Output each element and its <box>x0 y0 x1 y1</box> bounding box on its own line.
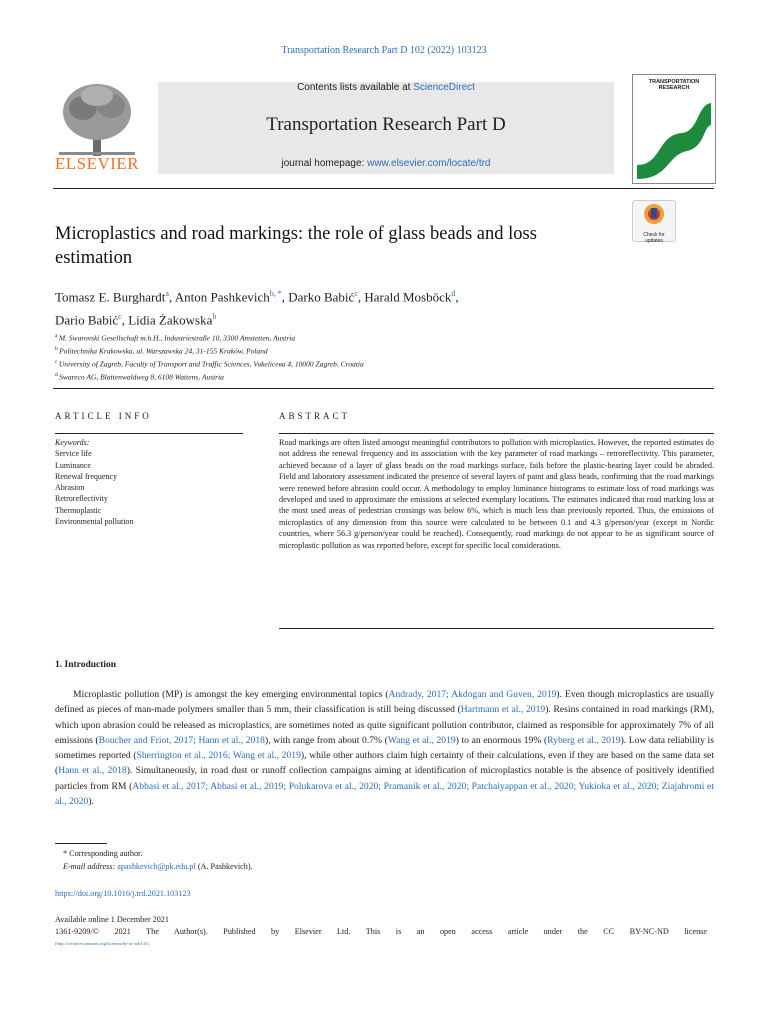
introduction-body <box>55 687 714 809</box>
article-title: Microplastics and road markings: the role of glass beads and loss estimation <box>55 224 537 268</box>
author-affiliation-marker[interactable]: a <box>165 289 169 298</box>
author-name[interactable]: Anton Pashkevich <box>174 289 270 305</box>
affiliation-text: M. Swarovski Gesellschaft m.b.H., Industriestraße 10, 3300 Amstetten, Austria <box>58 333 296 343</box>
abstract-text: Road markings are often listed amongst meaningful contributors to pollution with microplastics. However, the reported estimates do not address the renewal frequency and its association with the key parameter of road markings – retroreflectivity. This parameter, achieved because of a layer of glass beads on the road markings surface, fails before the plastic-bearing layer could be abraded. Field and laboratory assessment indicated the presence of several layers of paint and glass beads, confirming that the road markings were renewed before abrasion could occur. A methodology to employ luminance histograms to estimate loss of road markings was developed and used to approximate the emissions at selected exemplary locations. The estimates indicated that road marking loss at the most used areas of pedestrian crossings was below 6%, which is much less than previously reported. Thus, the emissions of microplastics of any dimension from this source were calculated to be between 0.1 and 4.3 g/person/year (except in Nordic countries, where 56.3 g/person/year could be reached). Consequently, road markings do not appear to be as significant source of microplastic pollution as was reported before, except for specific local considerations. <box>279 438 714 550</box>
contents-prefix: Contents lists available at <box>297 82 414 93</box>
affiliation-key: b <box>55 346 60 352</box>
affiliation-text: University of Zagreb, Faculty of Transport and Traffic Sciences, Vukelicева 4, 10000 Zagreb, Croatia <box>58 359 364 369</box>
citation-link[interactable]: Hann et al., 2018 <box>58 765 127 777</box>
intro-text-run: Microplastic pollution (MP) is amongst the key emerging environmental topics ( <box>73 689 389 700</box>
affiliation-key: a <box>55 333 59 339</box>
author-name[interactable]: Dario Babić <box>55 312 119 328</box>
keyword: Luminance <box>55 460 91 470</box>
affiliation-key: d <box>55 372 60 378</box>
elsevier-logo <box>53 78 141 176</box>
citation-link[interactable]: Hartmann et al., 2019 <box>460 704 546 716</box>
affiliation-key: c <box>55 359 59 365</box>
header-rule <box>53 188 714 189</box>
introduction-paragraph <box>55 687 714 809</box>
intro-text-run: ), with range from about 0.7% ( <box>264 734 388 746</box>
footnote-rule <box>55 843 107 844</box>
citation-link[interactable]: Andrady, 2017; Akdogan and Guven, 2019 <box>388 689 557 700</box>
journal-cover[interactable] <box>632 74 716 184</box>
keywords-block <box>55 437 243 527</box>
keyword: Abrasion <box>55 483 85 493</box>
affiliation-text: Swareco AG, Blattenwaldweg 8, 6108 Wattens, Austria <box>59 372 224 382</box>
check-updates-icon <box>633 201 675 227</box>
email-link[interactable]: apashkevich@pk.edu.pl <box>117 861 196 871</box>
affiliation-line <box>55 357 655 370</box>
keyword: Environmental pollution <box>55 517 134 527</box>
introduction-heading: 1. Introduction <box>55 660 117 670</box>
keyword-list <box>55 448 243 527</box>
intro-text-run: ). Resins contained in road markings (RM), which upon abrasion could be released as microplastics, are sometimes noted as quite significant pollution contributor, claimed as responsible for approximately 7% of all emissions ( <box>55 704 715 746</box>
intro-text-run: ). Simultaneously, in road dust or runoff collection campaigns aiming at identification of microplastics notable is the absence of positively identified particles from RM ( <box>55 765 714 792</box>
affiliation-line <box>55 344 655 357</box>
sciencedirect-link[interactable]: ScienceDirect <box>413 82 475 93</box>
check-for-updates-button[interactable] <box>632 200 676 242</box>
check-updates-label: Check for updates <box>643 232 665 244</box>
footnote <box>55 848 555 873</box>
author-name[interactable]: Harald Mosböck <box>364 289 452 305</box>
article-info-heading: ARTICLE INFO <box>55 411 152 421</box>
intro-text-run: ). Even though microplastics are usually defined as pieces of man-made polymers smaller than 5 mm, their classification is still being discussed ( <box>55 689 714 716</box>
license-link[interactable]: (http://creativecommons.org/licenses/by-nc-nd/4.0/). <box>55 941 150 946</box>
abstract-rule <box>279 433 714 434</box>
homepage-line <box>158 158 614 169</box>
citation-link[interactable]: Wang et al., 2019 <box>387 734 456 746</box>
abstract-end-rule <box>279 628 714 629</box>
intro-text-run: ). <box>88 796 94 808</box>
contents-line <box>158 82 614 93</box>
article-info-rule <box>55 433 243 434</box>
affiliations <box>55 331 655 383</box>
affiliation-line <box>55 331 655 344</box>
citation-link[interactable]: Ryberg et al., 2019 <box>547 734 621 746</box>
author-affiliation-marker[interactable]: b <box>212 312 217 322</box>
road-icon <box>637 95 711 179</box>
citation-link[interactable]: Sherrington et al., 2016; Wang et al., 2019 <box>136 750 301 762</box>
copyright-line: 1361-9209/© 2021 The Author(s). Published by Elsevier Ltd. This is an open access article under the CC BY-NC-ND license <box>55 927 707 936</box>
elsevier-wordmark: ELSEVIER <box>54 154 140 173</box>
author-name[interactable]: Lidia Żakowska <box>128 312 213 328</box>
keywords-label: Keywords: <box>55 438 90 447</box>
author-name[interactable]: Darko Babić <box>288 289 355 305</box>
intro-text-run: ). Low data reliability is sometimes reported ( <box>55 734 714 762</box>
citation-link[interactable]: Boucher and Friot, 2017; Hann et al., 2018 <box>98 734 265 746</box>
keyword: Renewal frequency <box>55 471 117 481</box>
journal-reference[interactable]: Transportation Research Part D 102 (2022) 103123 <box>281 45 487 56</box>
journal-title: Transportation Research Part D <box>266 114 506 135</box>
cover-title: TRANSPORTATION RESEARCH <box>648 79 700 91</box>
homepage-prefix: journal homepage: <box>281 158 368 169</box>
keyword: Thermoplastic <box>55 505 102 515</box>
author-name[interactable]: Tomasz E. Burghardt <box>55 289 166 305</box>
affiliation-line <box>55 370 655 383</box>
author-affiliation-marker[interactable]: d <box>451 289 456 298</box>
doi-link[interactable]: https://doi.org/10.1016/j.trd.2021.103123 <box>55 889 191 898</box>
author-list: Tomasz E. Burghardt$^a$, Anton Pashkevich$^{b, *}$, Darko Babić$^c$, Harald Mosböck$^d$, Dario Babić$^c$, Lidia Żakowska$^b$ <box>55 289 459 328</box>
citation-link[interactable]: Abbasi et al., 2017; Abbasi et al., 2019; Polukarova et al., 2020; Pramanik et al., 2020; Patchaiyappan et al., 2020; Yukioka et al., 2020; Ziajahromi et al., 2020 <box>55 780 714 808</box>
email-suffix: (A. Pashkevich). <box>195 861 253 871</box>
section-rule <box>53 388 714 389</box>
affiliation-text: Politechnika Krakowska, ul. Warszawska 24, 31-155 Kraków, Poland <box>59 346 268 356</box>
intro-text-run: ), while other authors claim high certainty of their calculations, even if they are based on the same data set ( <box>55 750 714 777</box>
author-affiliation-marker[interactable]: c <box>354 289 358 298</box>
email-label: E-mail address: <box>63 861 118 871</box>
homepage-link[interactable]: www.elsevier.com/locate/trd <box>367 158 491 169</box>
author-affiliation-marker[interactable]: b, * <box>269 289 282 298</box>
author-affiliation-marker[interactable]: c <box>118 312 122 322</box>
available-online: Available online 1 December 2021 <box>55 915 169 924</box>
keyword: Retroreflectivity <box>55 494 108 504</box>
intro-text-run: ) to an enormous 19% ( <box>455 734 548 746</box>
corresponding-author-note: * Corresponding author. <box>63 849 143 858</box>
abstract-heading: ABSTRACT <box>279 411 351 421</box>
keyword: Service life <box>55 449 92 459</box>
